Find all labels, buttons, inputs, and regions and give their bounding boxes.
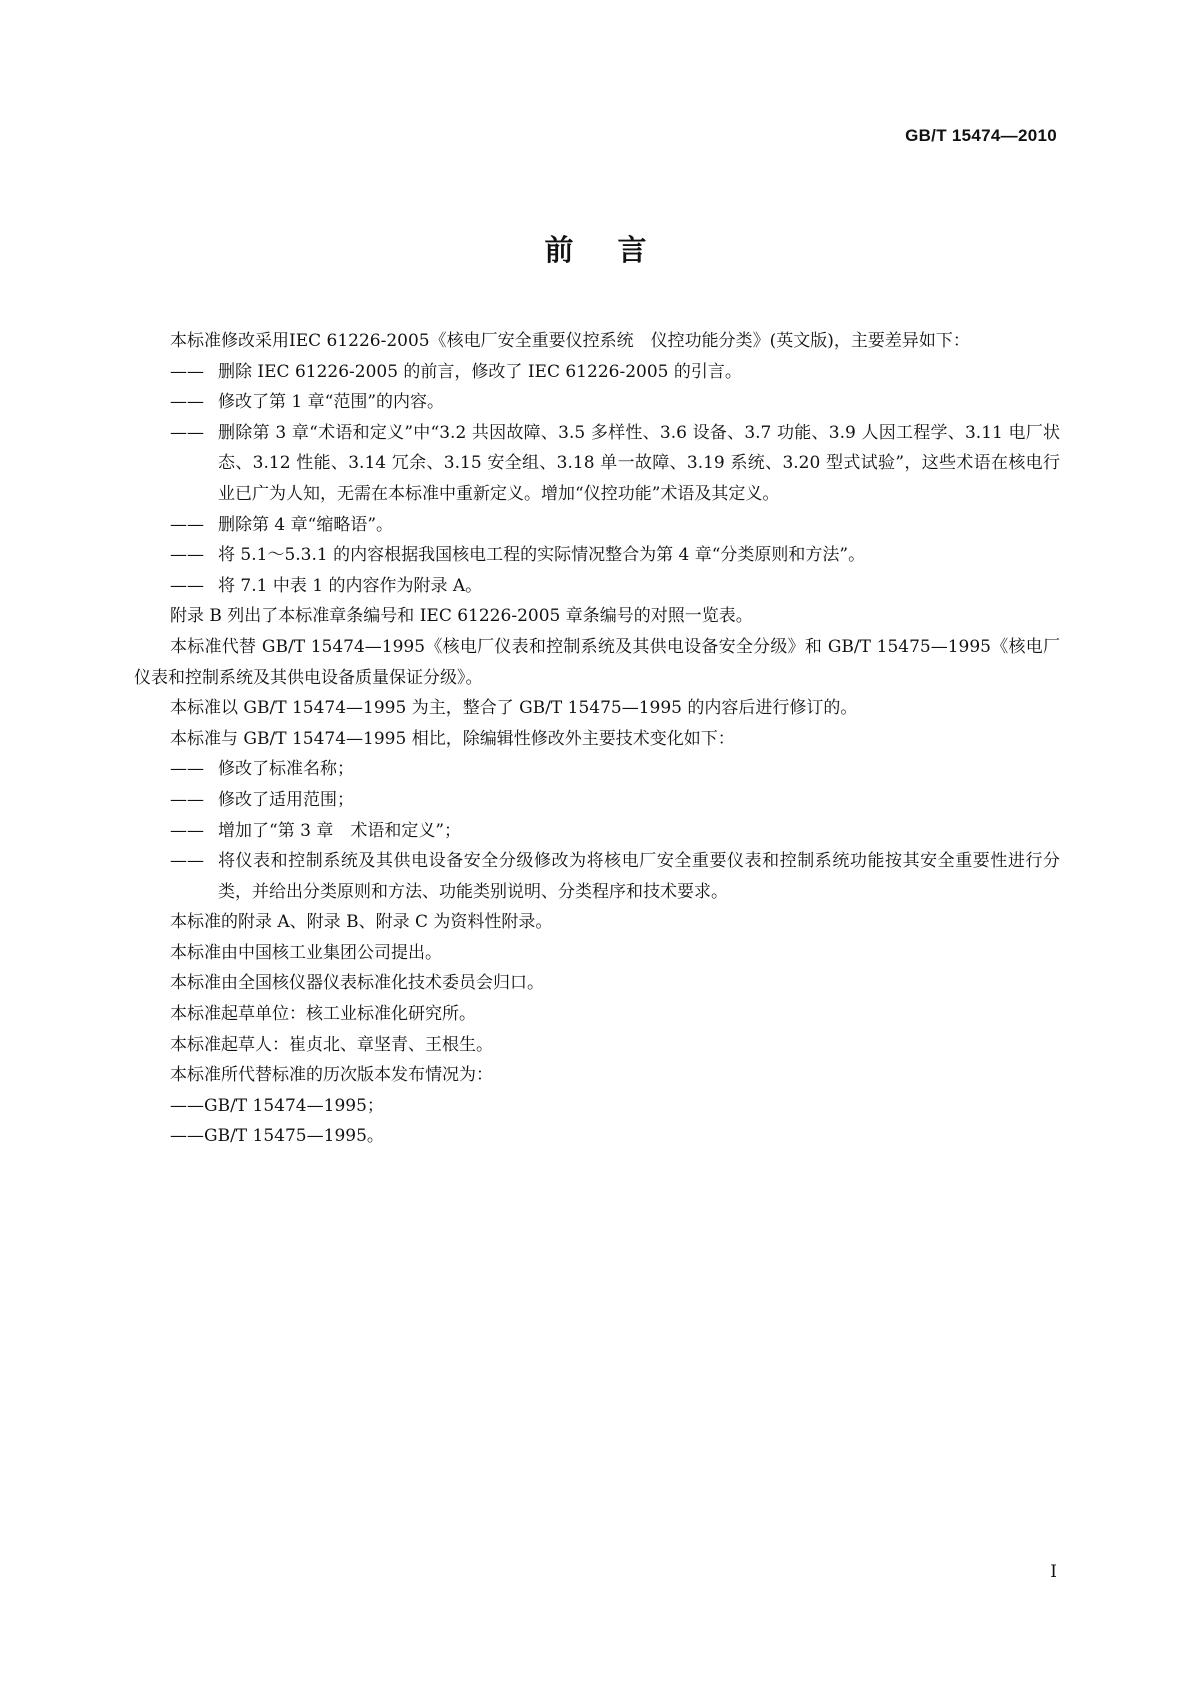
body-paragraph: 本标准所代替标准的历次版本发布情况为： (170, 1065, 493, 1086)
dash-mark: —— (170, 514, 204, 535)
dash-list-item (134, 418, 1060, 510)
superseded-version-item: ——GB/T 15474—1995； (170, 1095, 384, 1116)
dash-mark: —— (170, 789, 204, 810)
dash-list-text: 修改了适用范围； (218, 789, 354, 810)
body-paragraph: 本标准与 GB/T 15474—1995 相比，除编辑性修改外主要技术变化如下： (170, 728, 735, 749)
dash-list-item (134, 754, 1060, 785)
dash-mark: —— (170, 545, 204, 566)
dash-mark: —— (170, 392, 204, 413)
body-paragraph: 本标准由中国核工业集团公司提出。 (170, 942, 442, 963)
dash-list-item (134, 510, 1060, 541)
dash-list-text: 增加了“第 3 章 术语和定义”； (218, 820, 462, 841)
dash-list-item (134, 785, 1060, 816)
dash-mark: —— (170, 422, 204, 443)
dash-list-text: 删除第 3 章“术语和定义”中“3.2 共因故障、3.5 多样性、3.6 设备、3.7 功能、3.9 人因工程学、3.11 电厂状态、3.12 性能、3.14 冗余、3.15 安全组、3.18 单一故障、3.19 系统、3.20 型式试验”，这些术语在核电行业已广为人知，无需在本标准中重新定义。增加“仪控功能”术语及其定义。 (218, 422, 1060, 504)
dash-list-item (134, 816, 1060, 847)
foreword-body (134, 326, 1060, 1152)
dash-list-text: 删除 IEC 61226-2005 的前言，修改了 IEC 61226-2005 的引言。 (218, 361, 742, 382)
dash-mark: —— (170, 575, 204, 596)
dash-mark: —— (170, 851, 204, 872)
dash-list-text: 修改了标准名称； (218, 759, 354, 780)
page-title: 前言 (544, 233, 691, 267)
dash-list-text: 修改了第 1 章“范围”的内容。 (218, 392, 445, 413)
dash-list-item (134, 540, 1060, 571)
superseded-version-item: ——GB/T 15475—1995。 (170, 1126, 384, 1147)
dash-mark: —— (170, 361, 204, 382)
dash-list-item (134, 357, 1060, 388)
dash-list-text: 删除第 4 章“缩略语”。 (218, 514, 394, 535)
dash-list-item (134, 846, 1060, 907)
dash-list-text: 将 5.1～5.3.1 的内容根据我国核电工程的实际情况整合为第 4 章“分类原则和方法”。 (218, 545, 866, 566)
body-paragraph: 本标准修改采用IEC 61226-2005《核电厂安全重要仪控系统 仪控功能分类》(英文版)，主要差异如下： (170, 331, 970, 351)
standard-code: GB/T 15474—2010 (905, 126, 1057, 145)
body-paragraph: 附录 B 列出了本标准章条编号和 IEC 61226-2005 章条编号的对照一览表。 (170, 606, 753, 627)
dash-list-item (134, 571, 1060, 602)
body-paragraph: 本标准起草单位：核工业标准化研究所。 (170, 1004, 476, 1025)
dash-list-text: 将仪表和控制系统及其供电设备安全分级修改为将核电厂安全重要仪表和控制系统功能按其安全重要性进行分类，并给出分类原则和方法、功能类别说明、分类程序和技术要求。 (218, 851, 1060, 902)
body-paragraph: 本标准的附录 A、附录 B、附录 C 为资料性附录。 (170, 912, 553, 933)
body-paragraph: 本标准起草人：崔贞北、章坚青、王根生。 (170, 1034, 493, 1055)
body-paragraph: 本标准由全国核仪器仪表标准化技术委员会归口。 (170, 973, 544, 994)
dash-list-item (134, 387, 1060, 418)
dash-mark: —— (170, 820, 204, 841)
body-paragraph: 本标准以 GB/T 15474—1995 为主，整合了 GB/T 15475—1995 的内容后进行修订的。 (170, 698, 858, 719)
page-number: I (1050, 1562, 1057, 1582)
dash-list-text: 将 7.1 中表 1 的内容作为附录 A。 (218, 575, 483, 596)
dash-mark: —— (170, 759, 204, 780)
body-paragraph: 本标准代替 GB/T 15474—1995《核电厂仪表和控制系统及其供电设备安全分级》和 GB/T 15475—1995《核电厂仪表和控制系统及其供电设备质量保证分级》。 (134, 636, 1060, 688)
